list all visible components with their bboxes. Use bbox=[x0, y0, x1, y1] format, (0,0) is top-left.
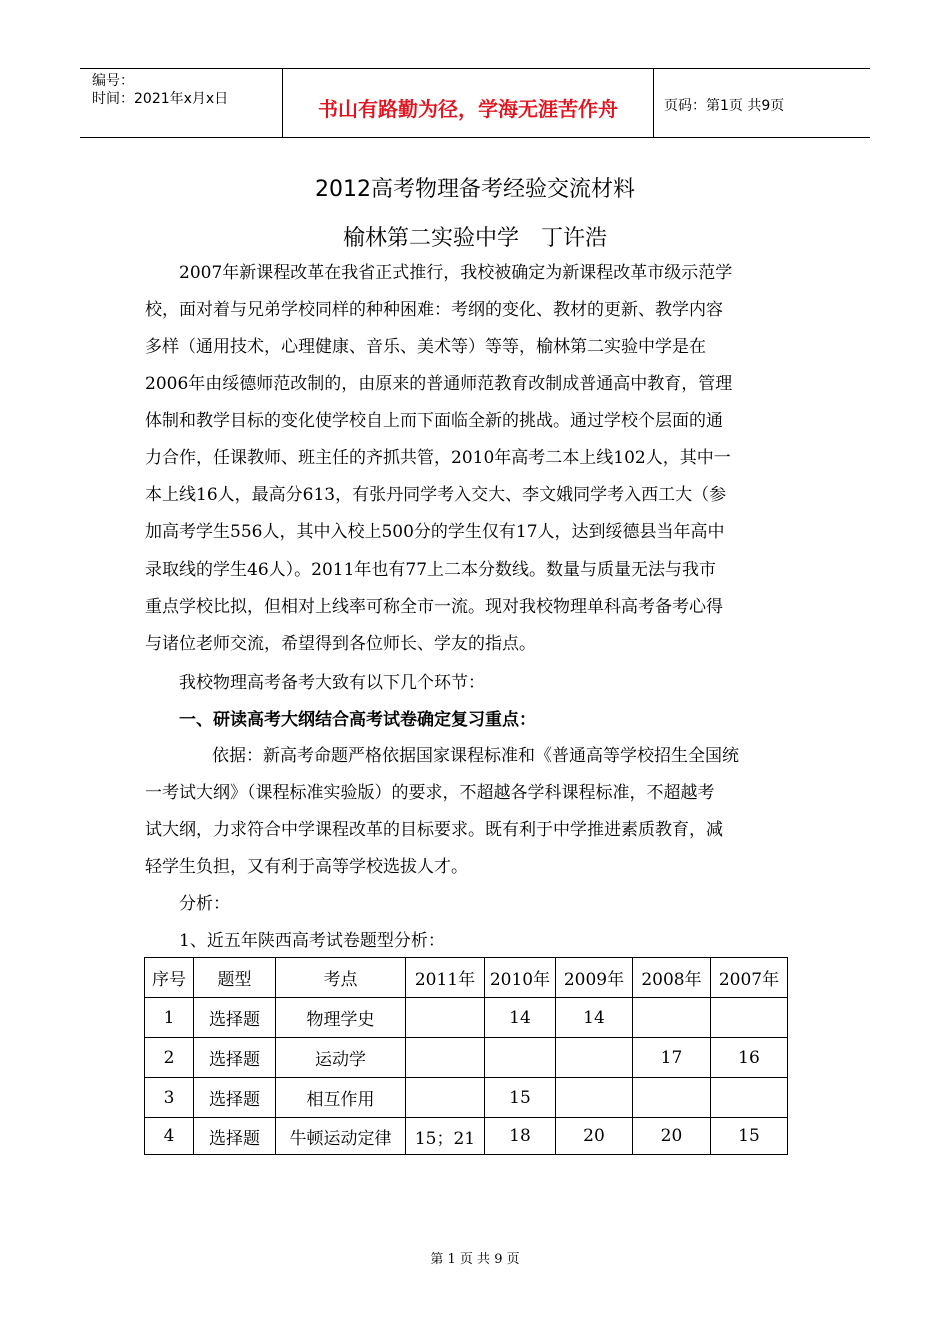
number-label: 编号： bbox=[92, 73, 134, 89]
header-meta-cell bbox=[80, 69, 283, 137]
exam-analysis-table bbox=[144, 957, 788, 1155]
page-footer: 第 1 页 共 9 页 bbox=[430, 1252, 520, 1267]
table-cell bbox=[406, 998, 485, 1038]
table-cell: 16 bbox=[711, 1038, 788, 1078]
basis-line: 轻学生负担，又有利于高等学校选拔人才。 bbox=[145, 857, 468, 877]
header-cell: 2007年 bbox=[711, 958, 788, 998]
table-cell: 选择题 bbox=[194, 998, 276, 1038]
table-cell bbox=[633, 1078, 711, 1118]
intro-line: 校，面对着与兄弟学校同样的种种困难：考纲的变化、教材的更新、教学内容 bbox=[145, 300, 723, 320]
table-cell bbox=[556, 1078, 633, 1118]
table-cell bbox=[556, 1038, 633, 1078]
intro-line: 2007年新课程改革在我省正式推行，我校被确定为新课程改革市级示范学 bbox=[179, 263, 733, 283]
date-label: 时间：2021年x月x日 bbox=[92, 91, 229, 107]
table-cell: 选择题 bbox=[194, 1118, 276, 1155]
document-header bbox=[80, 68, 870, 138]
intro-line: 与诸位老师交流，希望得到各位师长、学友的指点。 bbox=[145, 634, 536, 654]
table-cell: 14 bbox=[485, 998, 556, 1038]
table-header-row bbox=[145, 958, 788, 998]
intro-line: 力合作，任课教师、班主任的齐抓共管，2010年高考二本上线102人，其中一 bbox=[145, 448, 731, 468]
table-cell bbox=[711, 1078, 788, 1118]
steps-intro: 我校物理高考备考大致有以下几个环节： bbox=[179, 673, 485, 693]
basis-line: 依据：新高考命题严格依据国家课程标准和《普通高等学校招生全国统 bbox=[212, 746, 739, 766]
header-cell: 2009年 bbox=[556, 958, 633, 998]
table-cell: 17 bbox=[633, 1038, 711, 1078]
table-row bbox=[145, 1038, 788, 1078]
table-cell: 18 bbox=[485, 1118, 556, 1155]
table-cell: 相互作用 bbox=[276, 1078, 406, 1118]
table-cell bbox=[485, 1038, 556, 1078]
intro-line: 2006年由绥德师范改制的，由原来的普通师范教育改制成普通高中教育，管理 bbox=[145, 374, 733, 394]
page-info: 页码：第1页 共9页 bbox=[664, 98, 785, 114]
table-cell: 3 bbox=[145, 1078, 194, 1118]
table-caption: 1、近五年陕西高考试卷题型分析： bbox=[179, 931, 445, 951]
document-title: 2012高考物理备考经验交流材料 bbox=[315, 177, 635, 202]
motto: 书山有路勤为径，学海无涯苦作舟 bbox=[318, 97, 618, 121]
table-cell: 20 bbox=[556, 1118, 633, 1155]
author-line: 榆林第二实验中学 丁许浩 bbox=[342, 226, 607, 251]
table-cell: 选择题 bbox=[194, 1078, 276, 1118]
table-cell: 15 bbox=[711, 1118, 788, 1155]
table-row bbox=[145, 998, 788, 1038]
table-cell: 物理学史 bbox=[276, 998, 406, 1038]
intro-line: 录取线的学生46人）。2011年也有77上二本分数线。数量与质量无法与我市 bbox=[145, 560, 717, 580]
table-cell: 20 bbox=[633, 1118, 711, 1155]
table-cell: 牛顿运动定律 bbox=[276, 1118, 406, 1155]
intro-line: 重点学校比拟，但相对上线率可称全市一流。现对我校物理单科高考备考心得 bbox=[145, 597, 723, 617]
table-cell: 1 bbox=[145, 998, 194, 1038]
header-cell: 2008年 bbox=[633, 958, 711, 998]
intro-line: 体制和教学目标的变化使学校自上而下面临全新的挑战。通过学校个层面的通 bbox=[145, 411, 723, 431]
intro-line: 加高考学生556人，其中入校上500分的学生仅有17人，达到绥德县当年高中 bbox=[145, 522, 725, 542]
table-cell bbox=[633, 998, 711, 1038]
header-cell: 考点 bbox=[276, 958, 406, 998]
section1-heading: 一、研读高考大纲结合高考试卷确定复习重点： bbox=[179, 710, 536, 730]
basis-line: 一考试大纲》（课程标准实验版）的要求，不超越各学科课程标准，不超越考 bbox=[145, 783, 715, 803]
table-row bbox=[145, 1118, 788, 1155]
table-cell: 14 bbox=[556, 998, 633, 1038]
header-cell: 序号 bbox=[145, 958, 194, 998]
table-cell: 4 bbox=[145, 1118, 194, 1155]
table-cell: 15 bbox=[485, 1078, 556, 1118]
header-cell: 题型 bbox=[194, 958, 276, 998]
table-cell bbox=[711, 998, 788, 1038]
header-motto-cell bbox=[283, 69, 654, 137]
analysis-label: 分析： bbox=[179, 894, 230, 914]
intro-line: 多样（通用技术，心理健康、音乐、美术等）等等，榆林第二实验中学是在 bbox=[145, 337, 706, 357]
table-cell bbox=[406, 1078, 485, 1118]
header-cell: 2010年 bbox=[485, 958, 556, 998]
basis-line: 试大纲，力求符合中学课程改革的目标要求。既有利于中学推进素质教育，减 bbox=[145, 820, 723, 840]
table-cell bbox=[406, 1038, 485, 1078]
table-cell: 选择题 bbox=[194, 1038, 276, 1078]
header-page-cell bbox=[654, 69, 870, 137]
table-cell: 运动学 bbox=[276, 1038, 406, 1078]
table-cell: 2 bbox=[145, 1038, 194, 1078]
header-cell: 2011年 bbox=[406, 958, 485, 998]
table-cell: 15；21 bbox=[406, 1118, 485, 1155]
intro-line: 本上线16人，最高分613，有张丹同学考入交大、李文娥同学考入西工大（参 bbox=[145, 485, 727, 505]
table-row bbox=[145, 1078, 788, 1118]
